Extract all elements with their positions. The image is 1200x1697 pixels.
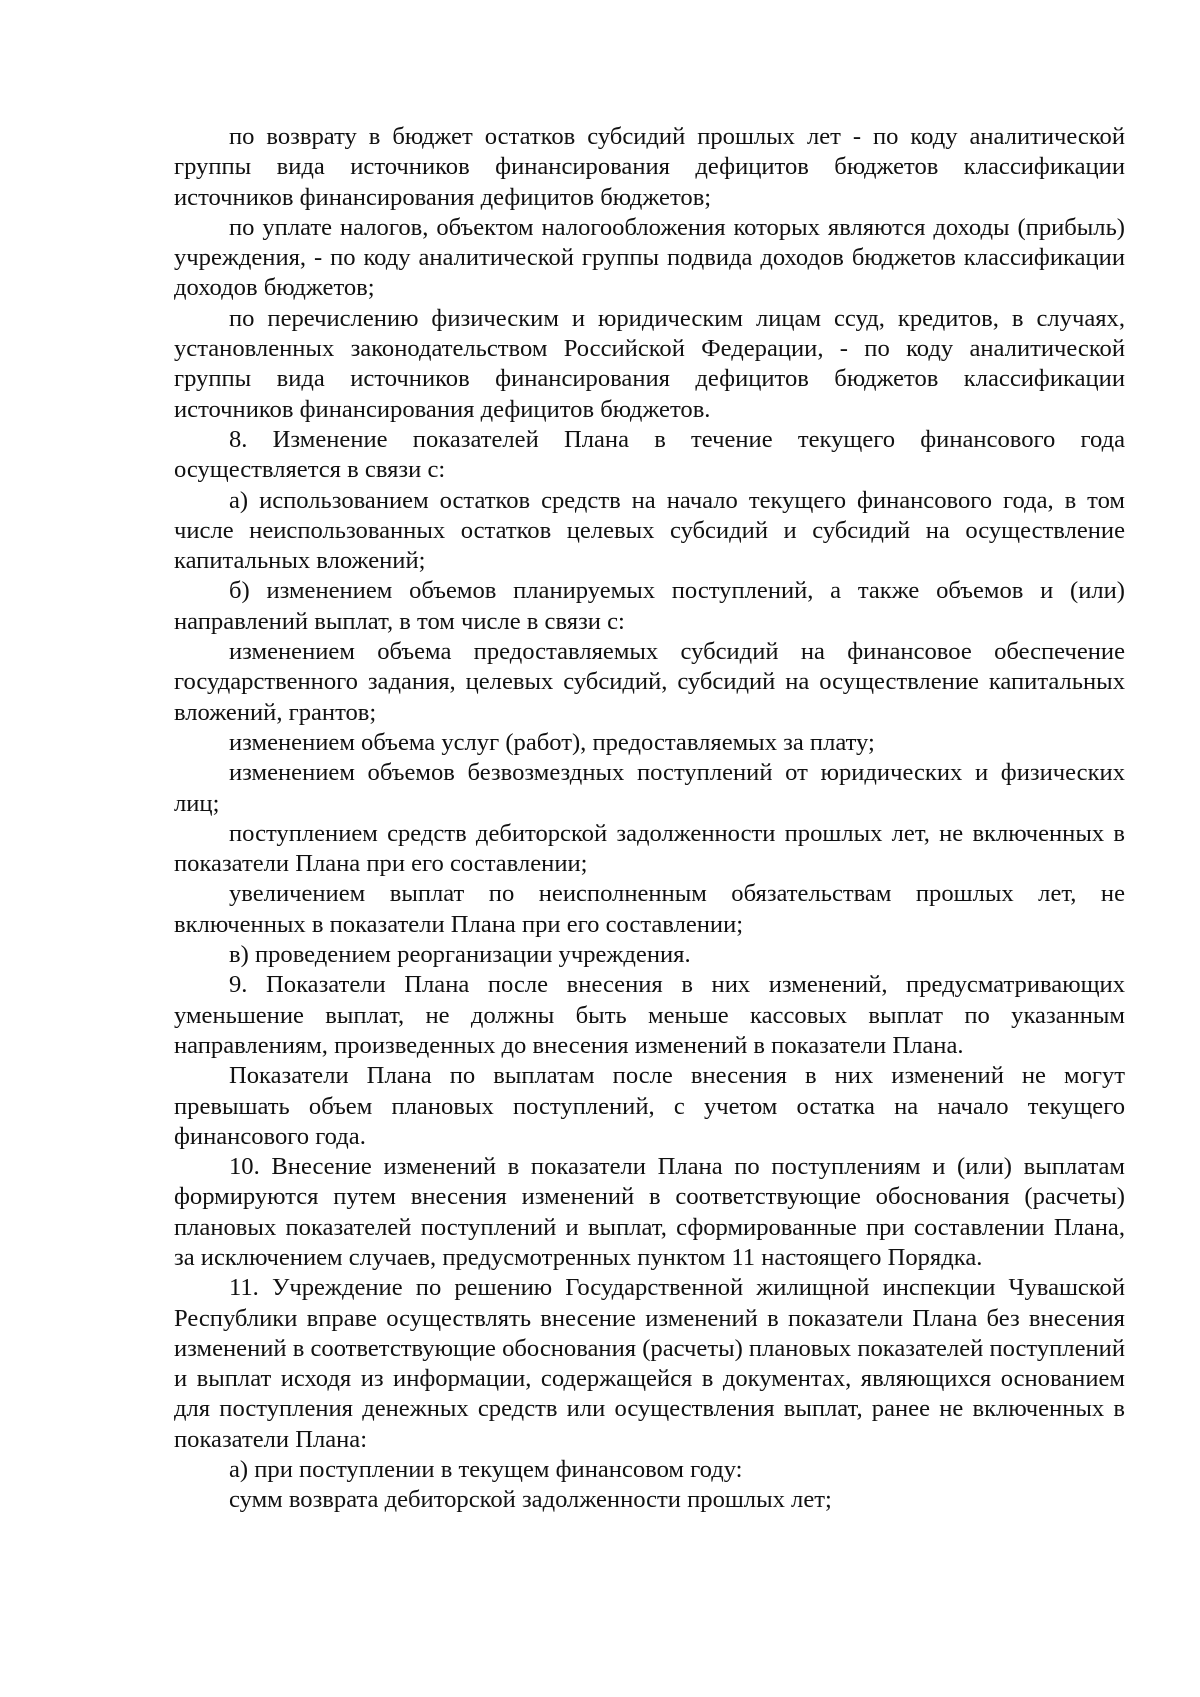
paragraph-services-change: изменением объема услуг (работ), предоставляемых за плату; (229, 728, 875, 756)
paragraph-subsidy-change: изменением объема предоставляемых субсидий на финансовое обеспечение государственного задания, целевых субсидий, субсидий на осуществление капитальных вложений, грантов; (174, 638, 1125, 726)
paragraph-item-11: 11. Учреждение по решению Государственной жилищной инспекции Чувашской Республики вправе осуществлять внесение изменений в показатели Плана без внесения изменений в соответствующие обоснования (расчеты) плановых показателей поступлений и выплат исходя из информации, содержащейся в документах, являющихся основанием для поступления денежных средств или осуществления выплат, ранее не включенных в показатели Плана: (174, 1274, 1125, 1453)
paragraph-receivables-return: сумм возврата дебиторской задолженности прошлых лет; (229, 1486, 832, 1514)
paragraph-receivables: поступлением средств дебиторской задолженности прошлых лет, не включенных в показатели Плана при его составлении; (174, 819, 1125, 878)
paragraph-item-9: 9. Показатели Плана после внесения в них изменений, предусматривающих уменьшение выплат, не должны быть меньше кассовых выплат по указанным направлениям, произведенных до внесения изменений в показатели Плана. (174, 971, 1125, 1059)
paragraph-item-11a: а) при поступлении в текущем финансовом году: (229, 1456, 743, 1484)
paragraph-item-8: 8. Изменение показателей Плана в течение текущего финансового года осуществляется в связи с: (174, 425, 1125, 484)
paragraph-item-8v: в) проведением реорганизации учреждения. (229, 941, 691, 969)
paragraph-tax-payment: по уплате налогов, объектом налогообложения которых являются доходы (прибыль) учреждения, - по коду аналитической группы подвида доходов бюджетов классификации доходов бюджетов; (174, 213, 1125, 302)
paragraph-item-9-limits: Показатели Плана по выплатам после внесения в них изменений не могут превышать объем плановых поступлений, с учетом остатка на начало текущего финансового года. (174, 1062, 1125, 1150)
paragraph-item-10: 10. Внесение изменений в показатели Плана по поступлениям и (или) выплатам формируются путем внесения изменений в соответствующие обоснования (расчеты) плановых показателей поступлений и выплат, сформированные при составлении Плана, за исключением случаев, предусмотренных пунктом 11 настоящего Порядка. (174, 1153, 1125, 1271)
document-body (174, 122, 1125, 1516)
paragraph-item-8a: а) использованием остатков средств на начало текущего финансового года, в том числе неиспользованных остатков целевых субсидий и субсидий на осуществление капитальных вложений; (174, 486, 1125, 575)
paragraph-obligations: увеличением выплат по неисполненным обязательствам прошлых лет, не включенных в показатели Плана при его составлении; (174, 880, 1125, 938)
paragraph-item-8b: б) изменением объемов планируемых поступлений, а также объемов и (или) направлений выплат, в том числе в связи с: (174, 577, 1125, 635)
paragraph-donations-change: изменением объемов безвозмездных поступлений от юридических и физических лиц; (174, 759, 1125, 817)
paragraph-return-subsidies: по возврату в бюджет остатков субсидий прошлых лет - по коду аналитической группы вида источников финансирования дефицитов бюджетов классификации источников финансирования дефицитов бюджетов; (174, 123, 1125, 211)
paragraph-loans-transfer: по перечислению физическим и юридическим лицам ссуд, кредитов, в случаях, установленных законодательством Российской Федерации, - по коду аналитической группы вида источников финансирования дефицитов бюджетов классификации источников финансирования дефицитов бюджетов. (174, 304, 1125, 423)
